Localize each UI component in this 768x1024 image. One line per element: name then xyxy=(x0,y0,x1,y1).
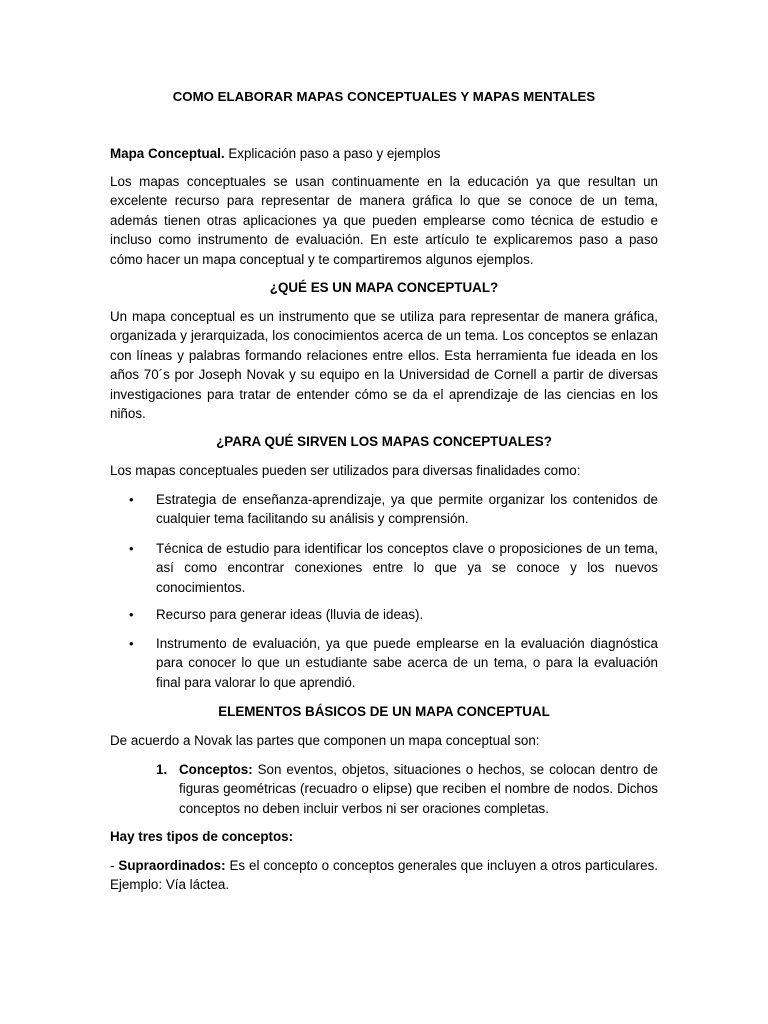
list-item-text: Instrumento de evaluación, ya que puede emplearse en la evaluación diagnóstica para conocer lo que un estudiante sabe acerca de un tema, o para la evaluación final para valorar lo que aprendió. xyxy=(156,636,658,690)
bullet-icon: • xyxy=(129,541,134,556)
document-title: COMO ELABORAR MAPAS CONCEPTUALES Y MAPAS MENTALES xyxy=(172,89,596,104)
types-item-rest: Es el concepto o conceptos generales que incluyen a otros particulares. Ejemplo: Vía láctea. xyxy=(110,858,658,893)
list-item-text: Estrategia de enseñanza-aprendizaje, ya que permite organizar los contenidos de cualquier tema facilitando su análisis y comprensión. xyxy=(156,492,658,527)
bullet-icon: • xyxy=(129,492,134,507)
numbered-item-marker: 1. xyxy=(156,762,168,777)
section-heading-que-es: ¿QUÉ ES UN MAPA CONCEPTUAL? xyxy=(269,280,499,295)
numbered-item-bold: Conceptos: xyxy=(179,762,253,777)
section-intro-elementos: De acuerdo a Novak las partes que componen un mapa conceptual son: xyxy=(110,733,540,748)
types-heading: Hay tres tipos de conceptos: xyxy=(110,829,294,844)
types-item-prefix: - xyxy=(110,858,119,873)
numbered-item-text xyxy=(179,760,658,818)
bullet-icon: • xyxy=(129,636,134,651)
intro-heading-bold: Mapa Conceptual. xyxy=(110,146,225,161)
list-item-text: Recurso para generar ideas (lluvia de ideas). xyxy=(156,607,424,622)
intro-paragraph: Los mapas conceptuales se usan continuamente en la educación ya que resultan un excelente recurso para representar de manera gráfica lo que se conoce de un tema, además tienen otras aplicaciones ya que pueden emplearse como técnica de estudio e incluso como instrumento de evaluación. En este artículo te explicaremos paso a paso cómo hacer un mapa conceptual y te compartiremos algunos ejemplos. xyxy=(110,174,658,267)
bullet-icon: • xyxy=(129,607,134,622)
section-intro-para-que: Los mapas conceptuales pueden ser utilizados para diversas finalidades como: xyxy=(110,463,581,478)
intro-heading xyxy=(110,144,658,163)
intro-heading-rest: Explicación paso a paso y ejemplos xyxy=(224,146,441,161)
section-paragraph-que-es: Un mapa conceptual es un instrumento que se utiliza para representar de manera gráfica, organizada y jerarquizada, los conocimientos acerca de un tema. Los conceptos se enlazan con líneas y palabras formando relaciones entre ellos. Esta herramienta fue ideada en los años 70´s por Joseph Novak y su equipo en la Universidad de Cornell a partir de diversas investigaciones para tratar de entender cómo se da el aprendizaje de las ciencias en los niños. xyxy=(110,309,658,422)
list-item-text: Técnica de estudio para identificar los conceptos clave o proposiciones de un tema, así como encontrar conexiones entre lo que ya se conoce y los nuevos conocimientos. xyxy=(156,541,658,595)
types-item-bold: Supraordinados: xyxy=(118,858,226,873)
section-heading-para-que: ¿PARA QUÉ SIRVEN LOS MAPAS CONCEPTUALES? xyxy=(216,434,552,449)
numbered-item-rest: Son eventos, objetos, situaciones o hechos, se colocan dentro de figuras geométricas (recuadro o elipse) que reciben el nombre de nodos. Dichos conceptos no deben incluir verbos ni ser oraciones completas. xyxy=(179,762,658,816)
types-item xyxy=(110,856,658,895)
section-heading-elementos: ELEMENTOS BÁSICOS DE UN MAPA CONCEPTUAL xyxy=(218,704,550,719)
